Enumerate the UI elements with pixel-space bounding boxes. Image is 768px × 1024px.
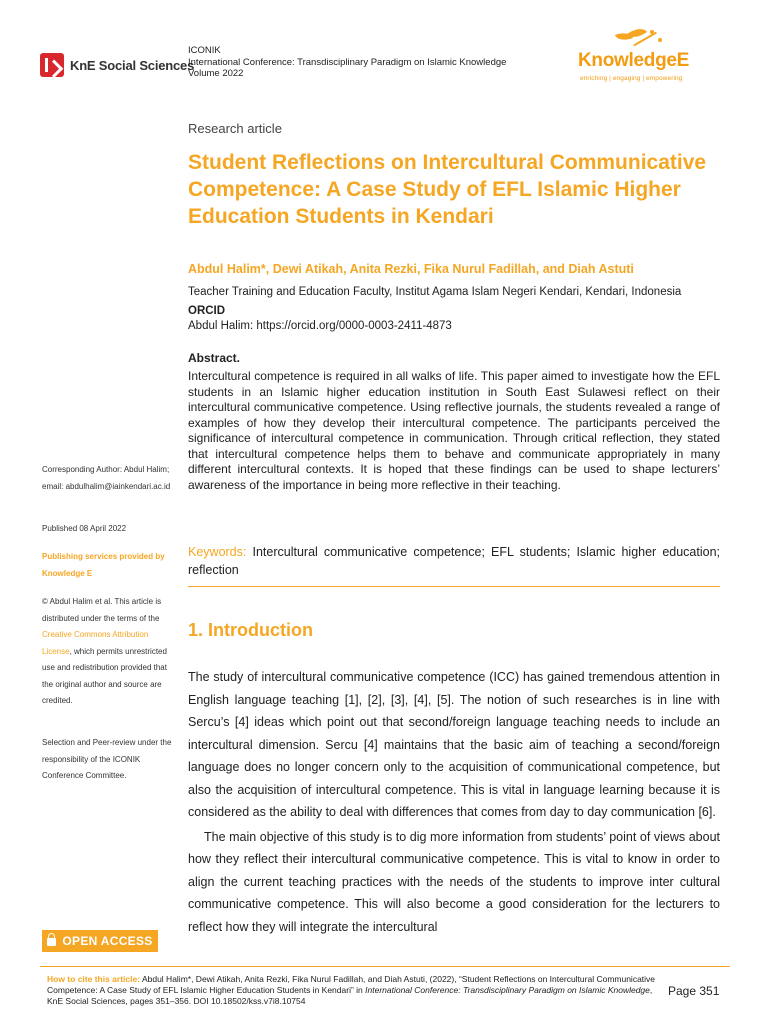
node-dot-icon (650, 30, 654, 34)
lock-icon (47, 938, 56, 946)
license-text-post: , which permits unrestricted use and redistribution provided that the original author and source are credited. (42, 646, 167, 705)
knowledge-e-logo (578, 28, 728, 88)
conference-info (188, 45, 506, 80)
citation-block (47, 974, 665, 1007)
introduction-body (188, 666, 720, 938)
keywords-divider (188, 586, 720, 587)
published-date: Published 08 April 2022 (42, 524, 127, 533)
license-notice (42, 594, 174, 710)
intro-paragraph-2: The main objective of this study is to dig more information from students’ point of views about how they reflect their intercultural communicative competence. This is vital to know in order to align the current teaching practices with the needs of the students to improve inter cultural communicative competence. This will also become a good consideration for the lecturers to reflect how they will integrate the intercultural (188, 829, 720, 934)
open-access-badge (42, 930, 158, 952)
kne-logo-icon (40, 53, 64, 77)
citation-end: , KnE Social Sciences, pages 351–356. DOI 10.18502/kss.v7i8.10754 (47, 985, 653, 1006)
corresponding-author: Corresponding Author: Abdul Halim; email: abdulhalim@iainkendari.ac.id (42, 465, 171, 491)
citation-venue: International Conference: Transdisciplinary Paradigm on Islamic Knowledge (365, 985, 650, 995)
article-authors: Abdul Halim*, Dewi Atikah, Anita Rezki, Fika Nurul Fadillah, and Diah Astuti (188, 262, 634, 276)
publisher-name: KnE Social Sciences (70, 57, 195, 73)
keywords (188, 543, 720, 579)
article-title: Student Reflections on Intercultural Communicative Competence: A Case Study of EFL Islamic Higher Education Students in Kendari (188, 151, 707, 228)
license-text-pre: © Abdul Halim et al. This article is distributed under the terms of the (42, 597, 162, 623)
brand-name: KnowledgeE (578, 50, 690, 71)
kne-social-sciences-logo (40, 53, 194, 77)
author-affiliation: Teacher Training and Education Faculty, Institut Agama Islam Negeri Kendari, Kendari, Indonesia (188, 286, 682, 298)
footer-divider (40, 966, 730, 967)
conference-short: ICONIK (188, 45, 221, 56)
citation-label: How to cite this article: (47, 974, 141, 984)
conference-full: International Conference: Transdisciplinary Paradigm on Islamic Knowledge (188, 56, 507, 68)
section-heading-introduction: 1. Introduction (188, 620, 313, 640)
orcid-link[interactable]: Abdul Halim: https://orcid.org/0000-0003-2411-4873 (188, 320, 452, 332)
page-number: Page 351 (668, 984, 720, 998)
open-access-label: OPEN ACCESS (62, 934, 153, 948)
intro-paragraph-1: The study of intercultural communicative competence (ICC) has gained tremendous attention in English language teaching [1], [2], [3], [4], [5]. The notion of such researches is in line with Sercu’s [4] ideas which point out that second/foreign language teaching needs to include an intercultural dimension. Sercu [4] maintains that the basic aim of teaching a second/foreign language does no longer concern only to the acquisition of communicational competence, but also the acquisition of intercultural competence. This is vital in language learning because it is considered as the ability to deal with differences that comes from day to day communication [6]. (188, 670, 720, 819)
keywords-list: Intercultural communicative competence; EFL students; Islamic higher education; reflection (188, 545, 721, 577)
publishing-services: Publishing services provided by Knowledge E (42, 552, 165, 578)
node-dot-icon (658, 38, 662, 42)
abstract-text: Intercultural competence is required in all walks of life. This paper aimed to investigate how the EFL students in an Islamic higher education institution in South East Sulawesi reflect on their intercultural communicative competence. Using reflective journals, the students revealed a range of examples of how they develop their intercultural competence. The participants perceived the significance of intercultural competence in communication. Through critical reflection, they stated that intercultural competence helps them to behave and communicate appropriately in many different intercultural contexts. It is hoped that these findings can be used to shape lecturers’ awareness of the importance in being more reflective in their teaching. (188, 369, 720, 492)
keywords-label: Keywords: (188, 545, 247, 559)
abstract-heading: Abstract. (188, 351, 241, 365)
article-type: Research article (188, 121, 282, 136)
peer-review-notice: Selection and Peer-review under the responsibility of the ICONIK Conference Committee. (42, 738, 172, 780)
volume: Volume 2022 (188, 68, 244, 79)
citation-text: Abdul Halim*, Dewi Atikah, Anita Rezki, Fika Nurul Fadillah, and Diah Astuti, (2022), “Student Reflections on Intercultural Communicative Competence: A Case Study of EFL Islamic Higher Education Students in Kendari” in (47, 974, 656, 995)
orcid-heading: ORCID (188, 305, 226, 317)
creative-commons-link[interactable]: Creative Commons Attribution License (42, 630, 149, 656)
brand-tagline: enriching | engaging | empowering (580, 75, 683, 82)
